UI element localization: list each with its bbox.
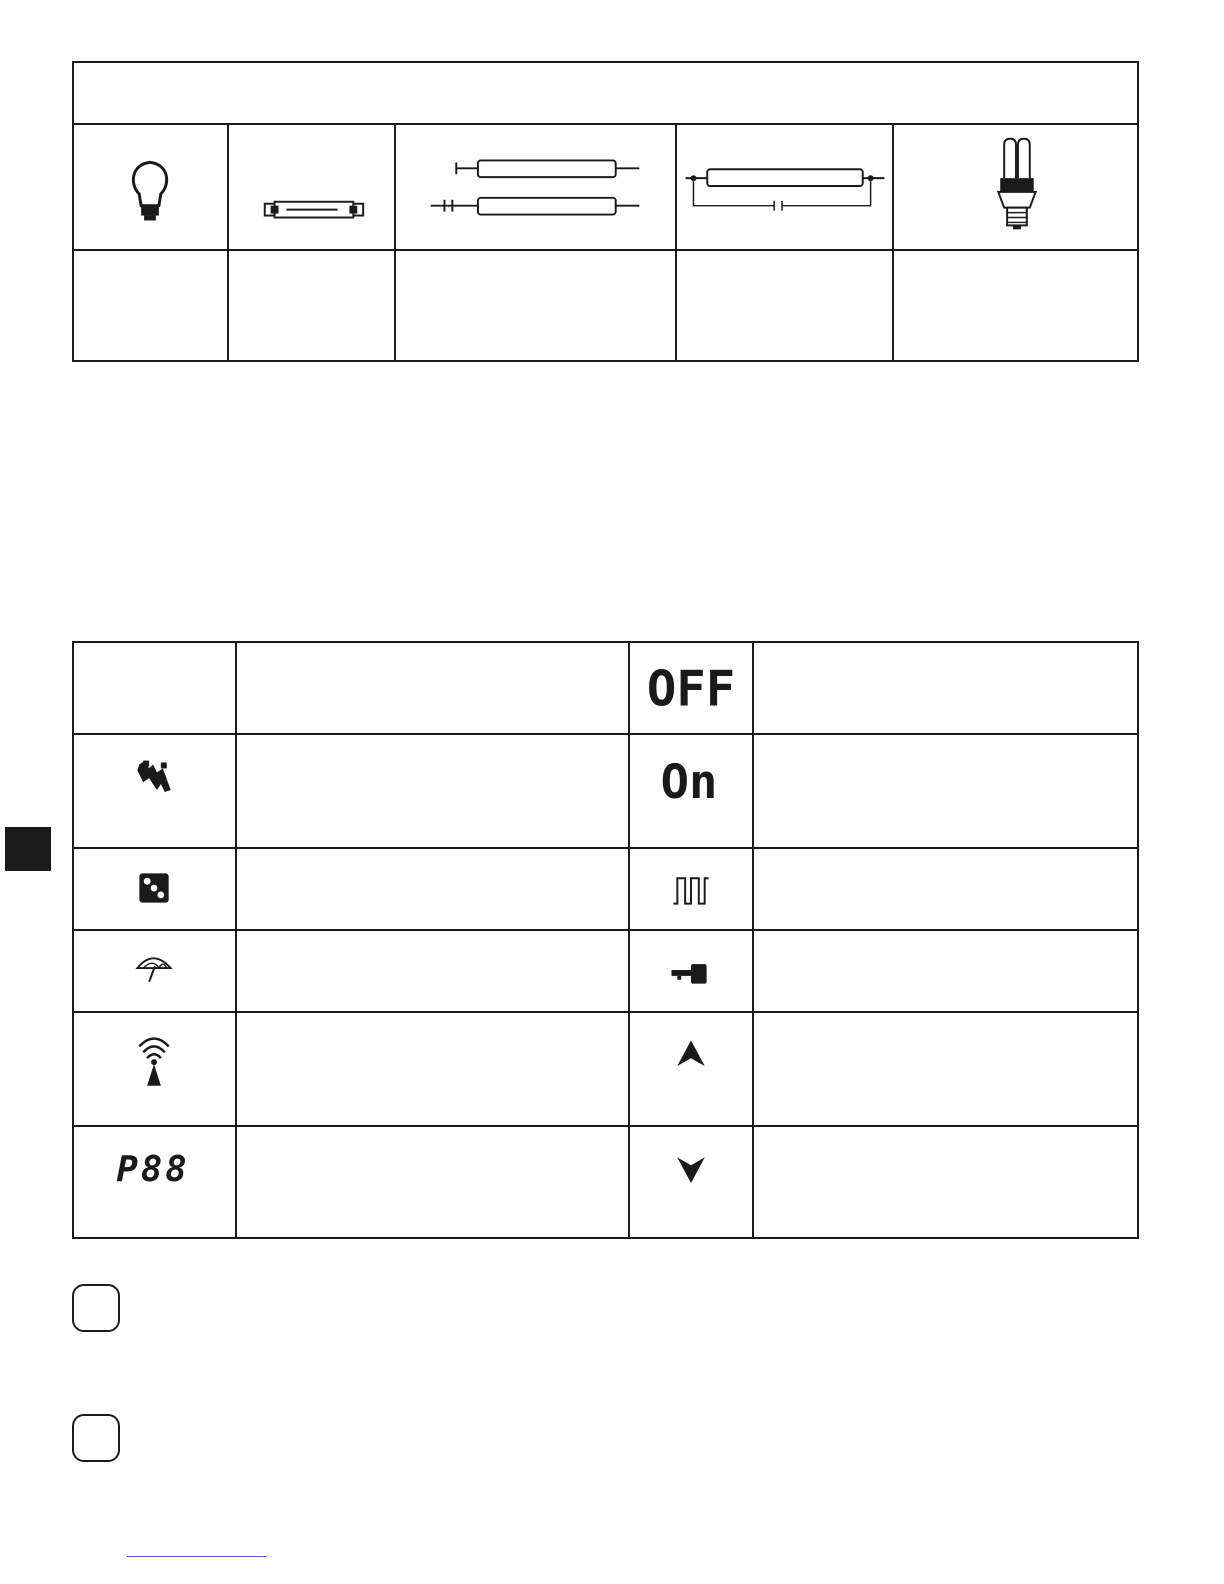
symbol-description <box>754 643 1137 733</box>
symbol-cell <box>74 735 237 847</box>
symbol-description <box>237 735 630 847</box>
lcd-program-icon <box>74 1127 235 1237</box>
symbol-description <box>237 931 630 1011</box>
umbrella-holiday-icon <box>74 931 235 1011</box>
symbol-table <box>72 641 1139 1239</box>
symbol-cell <box>630 1127 754 1237</box>
radio-antenna-icon <box>74 1013 235 1125</box>
symbol-row <box>74 735 1137 849</box>
symbol-cell <box>630 1013 754 1125</box>
lamp-text-halogen <box>229 251 396 360</box>
incandescent-bulb-icon <box>74 125 227 249</box>
symbol-description <box>237 849 630 929</box>
fluorescent-tubes-icon <box>396 125 675 249</box>
arrow-down-icon <box>630 1127 752 1237</box>
symbol-description <box>237 643 630 733</box>
lcd-on-text: On <box>660 754 718 810</box>
symbol-row <box>74 931 1137 1013</box>
symbol-cell <box>630 735 754 847</box>
key-lock-icon <box>630 931 752 1011</box>
footer-link[interactable] <box>127 1556 267 1557</box>
lamp-cell-incandescent <box>74 125 229 251</box>
lcd-on-icon <box>630 735 752 847</box>
page <box>0 0 1 1</box>
lamp-cell-fluorescent-compensated <box>677 125 894 251</box>
lamp-type-table <box>72 61 1139 362</box>
symbol-row <box>74 1013 1137 1127</box>
halogen-tube-icon <box>229 125 394 249</box>
symbol-cell <box>74 1013 237 1125</box>
symbol-cell <box>630 643 754 733</box>
lamp-text-fluorescent <box>396 251 677 360</box>
symbol-cell <box>74 849 237 929</box>
lamp-table-header <box>74 63 1137 125</box>
symbol-cell-empty <box>74 643 237 733</box>
symbol-description <box>754 931 1137 1011</box>
symbol-cell <box>74 1127 237 1237</box>
symbol-description <box>237 1013 630 1125</box>
symbol-cell <box>630 849 754 929</box>
manual-hand-icon <box>74 735 235 847</box>
symbol-description <box>754 735 1137 847</box>
symbol-description <box>754 1013 1137 1125</box>
symbol-description <box>237 1127 630 1237</box>
lcd-off-icon <box>630 643 752 733</box>
symbol-cell <box>630 931 754 1011</box>
arrow-up-icon <box>630 1013 752 1125</box>
symbol-description <box>754 1127 1137 1237</box>
lamp-text-incandescent <box>74 251 229 360</box>
symbol-description <box>754 849 1137 929</box>
note-box-icon <box>72 1284 120 1332</box>
note-box-icon <box>72 1414 120 1462</box>
lamp-text-fluorescent-compensated <box>677 251 894 360</box>
lcd-off-text: OFF <box>646 660 736 718</box>
lamp-cell-compact-fluorescent <box>894 125 1137 251</box>
symbol-row <box>74 643 1137 735</box>
pulse-icon <box>630 849 752 929</box>
compact-fluorescent-icon <box>894 125 1137 249</box>
symbol-cell <box>74 931 237 1011</box>
section-tab-marker <box>5 827 51 871</box>
lamp-cell-halogen <box>229 125 396 251</box>
lamp-text-compact-fluorescent <box>894 251 1137 360</box>
fluorescent-tube-compensated-icon <box>677 125 892 249</box>
symbol-row <box>74 1127 1137 1237</box>
lcd-program-text: P88 <box>116 1149 190 1191</box>
dice-random-icon <box>74 849 235 929</box>
symbol-row <box>74 849 1137 931</box>
lamp-cell-fluorescent <box>396 125 677 251</box>
